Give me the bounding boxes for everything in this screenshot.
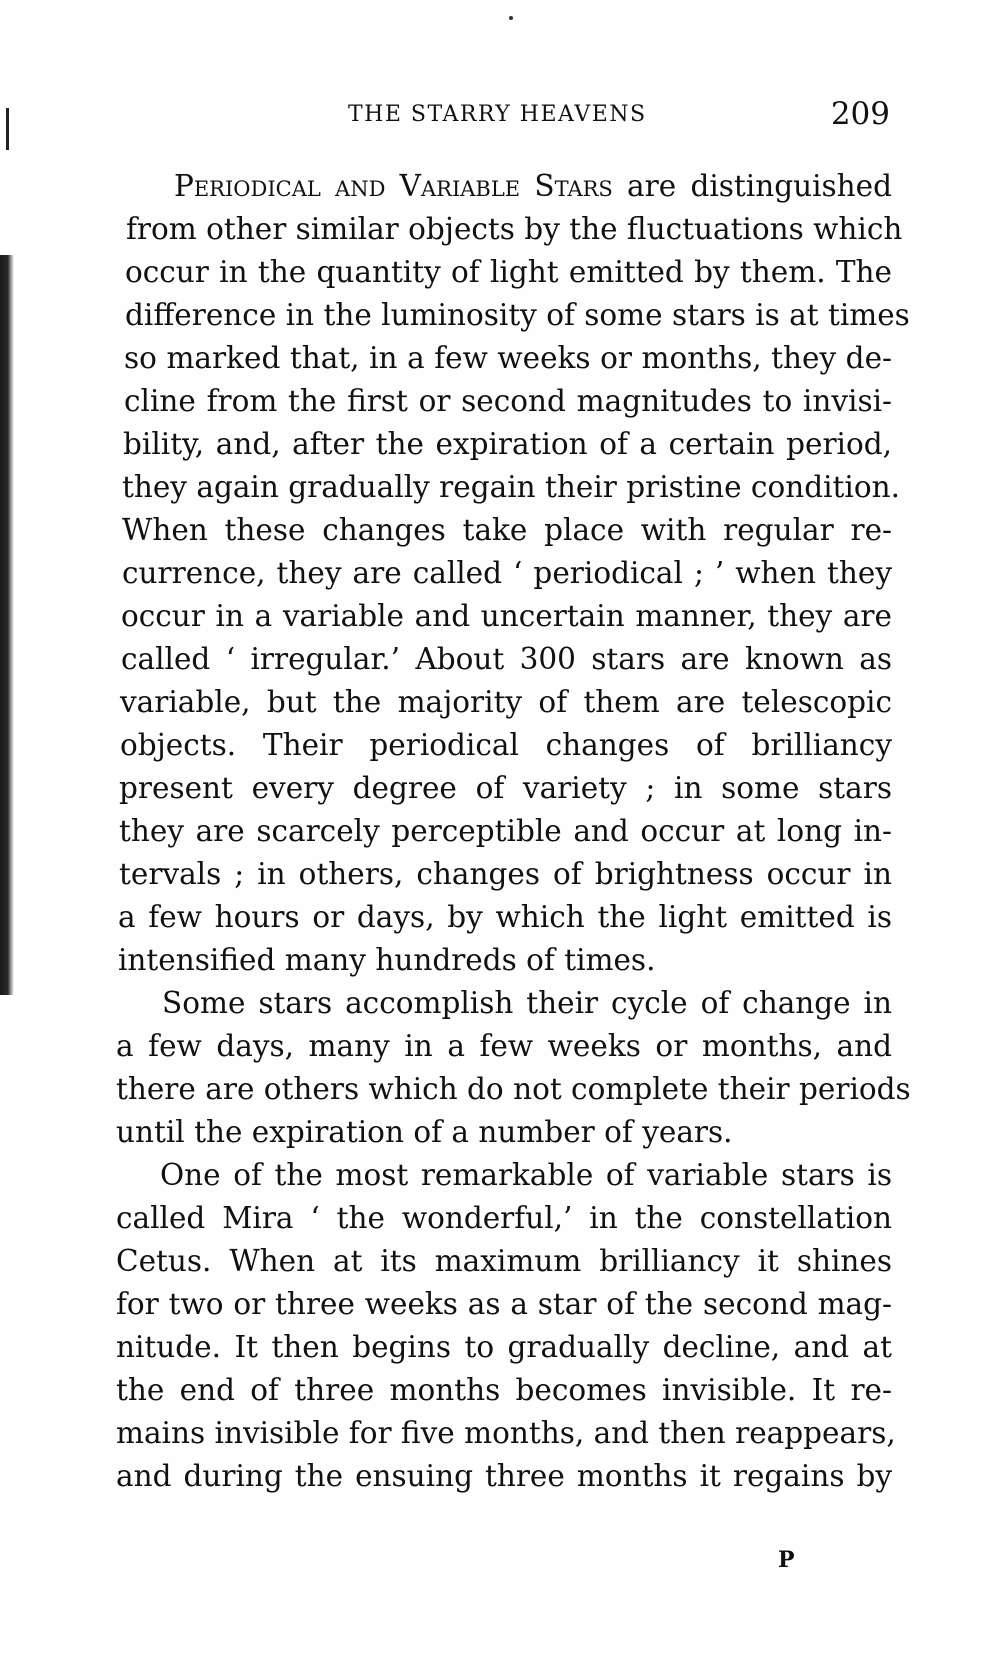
text-line: called Mira ‘ the wonderful,’ in the constellation — [116, 1201, 892, 1235]
ink-speck — [509, 16, 513, 20]
text-line: a few hours or days, by which the light emitted is — [118, 900, 892, 934]
binding-shadow — [0, 255, 14, 995]
text-line: there are others which do not complete their periods — [116, 1072, 911, 1106]
paragraph-3 — [116, 1154, 896, 1498]
text-line: mains invisible for five months, and then reappears, — [116, 1416, 896, 1450]
text-line: occur in a variable and uncertain manner, they are — [121, 599, 892, 633]
text-line: variable, but the majority of them are telescopic — [120, 685, 892, 719]
text-line: they are scarcely perceptible and occur at long in- — [119, 814, 892, 848]
text-line: and during the ensuing three months it regains by — [116, 1459, 892, 1493]
text-line: cline from the first or second magnitudes to invisi- — [124, 384, 892, 418]
running-title: THE STARRY HEAVENS — [348, 102, 647, 127]
text-line: tervals ; in others, changes of brightness occur in — [119, 857, 892, 891]
text-line: Cetus. When at its maximum brilliancy it shines — [116, 1244, 892, 1278]
text-line: from other similar objects by the fluctuations which — [126, 212, 903, 246]
text-line: Some stars accomplish their cycle of change in — [162, 986, 892, 1020]
text-line: a few days, many in a few weeks or months, and — [116, 1029, 892, 1063]
text-line: called ‘ irregular.’ About 300 stars are known as — [121, 642, 892, 676]
text-line: difference in the luminosity of some stars is at times — [125, 298, 910, 332]
body-text — [116, 165, 911, 1498]
text-line: nitude. It then begins to gradually decline, and at — [116, 1330, 892, 1364]
text-line: present every degree of variety ; in some stars — [119, 771, 892, 805]
text-line: bility, and, after the expiration of a certain period, — [123, 427, 892, 461]
small-caps-lead: Periodical and Variable Stars — [174, 169, 613, 203]
text-line: they again gradually regain their pristine condition. — [122, 470, 900, 504]
text-line: so marked that, in a few weeks or months, they de- — [124, 341, 892, 375]
text-line: until the expiration of a number of years. — [116, 1115, 733, 1149]
signature-mark: P — [778, 1547, 795, 1573]
text-line: for two or three weeks as a star of the second mag- — [116, 1287, 892, 1321]
text-line: Periodical and Variable Stars are distinguished — [174, 169, 892, 203]
binding-mark-top — [6, 108, 9, 150]
running-head — [120, 96, 890, 136]
text-line: intensified many hundreds of times. — [118, 943, 656, 977]
text-line: When these changes take place with regular re- — [122, 513, 892, 547]
paragraph-2 — [116, 982, 911, 1154]
text-line: the end of three months becomes invisible. It re- — [116, 1373, 892, 1407]
text-line: One of the most remarkable of variable stars is — [160, 1158, 892, 1192]
paragraph-1 — [116, 165, 910, 982]
page-number: 209 — [830, 96, 890, 132]
text-line: objects. Their periodical changes of brilliancy — [120, 728, 892, 762]
text-line: currence, they are called ‘ periodical ; ’ when they — [122, 556, 892, 590]
text-line: occur in the quantity of light emitted by them. The — [125, 255, 892, 289]
